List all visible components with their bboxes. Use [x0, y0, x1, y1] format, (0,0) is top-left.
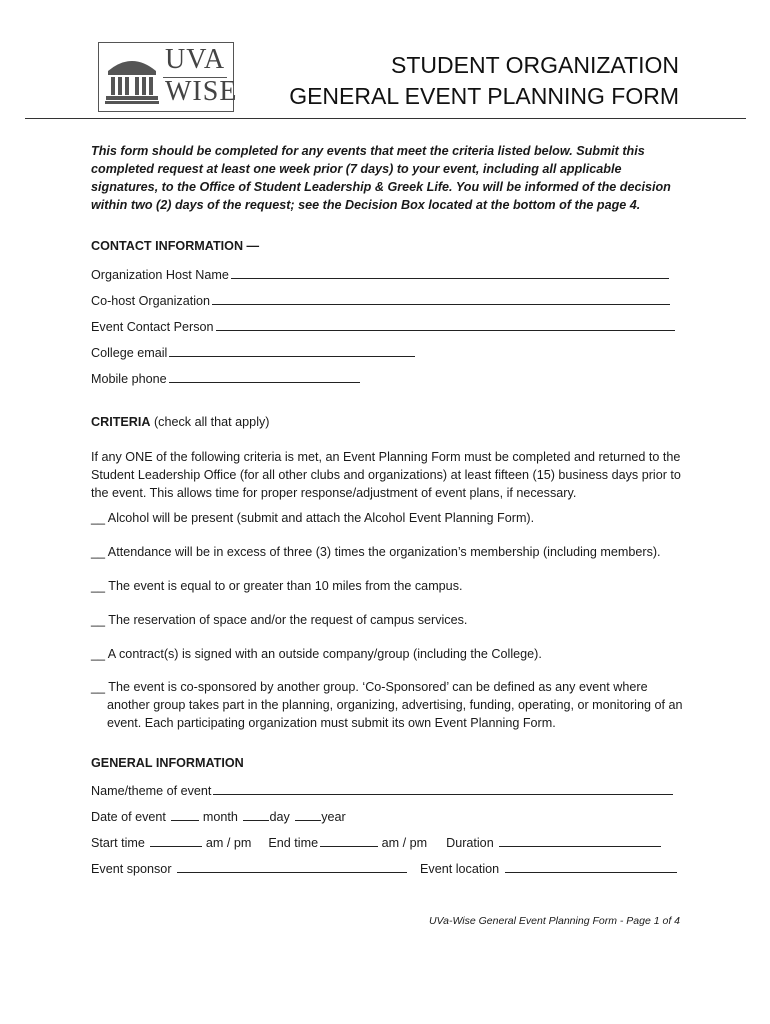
criteria-heading: CRITERIA	[91, 415, 151, 429]
time-row	[91, 834, 661, 850]
page-footer: UVa-Wise General Event Planning Form - Page 1 of 4	[428, 915, 680, 927]
event-name-row	[91, 782, 673, 798]
date-label: Date of event	[91, 810, 166, 824]
general-heading: GENERAL INFORMATION	[91, 756, 244, 770]
day-field[interactable]	[243, 808, 269, 821]
end-ampm: am / pm	[381, 836, 428, 850]
location-field[interactable]	[505, 860, 677, 873]
location-label: Event location	[420, 862, 500, 876]
start-ampm: am / pm	[205, 836, 252, 850]
event-name-field[interactable]	[213, 782, 673, 795]
year-field[interactable]	[295, 808, 321, 821]
cohost-label: Co-host Organization	[91, 294, 211, 308]
contact-heading: CONTACT INFORMATION —	[91, 239, 260, 253]
criteria-item-contract[interactable]: __ A contract(s) is signed with an outside company/group (including the College).	[91, 647, 542, 661]
cohost-row	[91, 292, 670, 308]
sponsor-location-row	[91, 860, 677, 876]
event-name-label: Name/theme of event	[91, 784, 212, 798]
event-date-row	[91, 808, 346, 824]
contact-person-row	[91, 318, 675, 334]
duration-field[interactable]	[499, 834, 661, 847]
criteria-item-alcohol[interactable]: __ Alcohol will be present (submit and attach the Alcohol Event Planning Form).	[91, 511, 535, 525]
month-label: month	[202, 810, 238, 824]
contact-person-label: Event Contact Person	[91, 320, 214, 334]
start-time-field[interactable]	[150, 834, 202, 847]
criteria-item-cosponsored[interactable]	[91, 678, 691, 732]
form-title-line1: STUDENT ORGANIZATION	[391, 52, 679, 78]
email-label: College email	[91, 346, 168, 360]
mobile-row	[91, 370, 360, 386]
logo-text-wise: WISE	[165, 76, 238, 107]
host-name-row	[91, 266, 669, 282]
host-name-label: Organization Host Name	[91, 268, 229, 282]
duration-label: Duration	[446, 836, 494, 850]
email-row	[91, 344, 415, 360]
mobile-label: Mobile phone	[91, 372, 167, 386]
criteria-subheading: (check all that apply)	[150, 415, 270, 429]
month-field[interactable]	[171, 808, 199, 821]
cosponsored-rest: another group takes part in the planning, organizing, advertising, funding, operating, or monitoring of an event. Each participating organization must submit its own Event Planning Form.	[107, 698, 683, 730]
criteria-heading-row	[91, 415, 269, 429]
email-field[interactable]	[169, 344, 415, 357]
day-label: day	[269, 810, 290, 824]
end-time-label: End time	[268, 836, 319, 850]
host-name-field[interactable]	[231, 266, 669, 279]
logo-text-uva: UVA	[165, 44, 226, 75]
year-label: year	[321, 810, 346, 824]
contact-person-field[interactable]	[216, 318, 675, 331]
cohost-field[interactable]	[212, 292, 670, 305]
form-title-line2: GENERAL EVENT PLANNING FORM	[289, 83, 679, 109]
sponsor-label: Event sponsor	[91, 862, 172, 876]
rotunda-icon	[105, 49, 159, 105]
criteria-intro: If any ONE of the following criteria is met, an Event Planning Form must be completed and returned to the Student Leadership Office (for all other clubs and organizations) at least fifteen (15) business days prior to the event. This allows time for proper response/adjustment of event plans, if necessary.	[91, 450, 681, 500]
criteria-item-reservation[interactable]: __ The reservation of space and/or the request of campus services.	[91, 613, 468, 627]
uva-wise-logo	[98, 42, 238, 112]
start-time-label: Start time	[91, 836, 145, 850]
cosponsored-first-line: __ The event is co-sponsored by another group. ‘Co-Sponsored’ can be defined as any event where	[91, 680, 648, 694]
criteria-item-attendance[interactable]: __ Attendance will be in excess of three (3) times the organization’s membership (including members).	[91, 545, 661, 559]
header-divider	[25, 118, 746, 119]
end-time-field[interactable]	[320, 834, 378, 847]
intro-paragraph: This form should be completed for any events that meet the criteria listed below. Submit this completed request at least one week prior (7 days) to your event, including all applicable signatures, to the Office of Student Leadership & Greek Life. You will be informed of the decision within two (2) days of the request; see the Decision Box located at the bottom of the page 4.	[91, 144, 671, 212]
criteria-item-distance[interactable]: __ The event is equal to or greater than 10 miles from the campus.	[91, 579, 463, 593]
sponsor-field[interactable]	[177, 860, 407, 873]
mobile-field[interactable]	[169, 370, 360, 383]
